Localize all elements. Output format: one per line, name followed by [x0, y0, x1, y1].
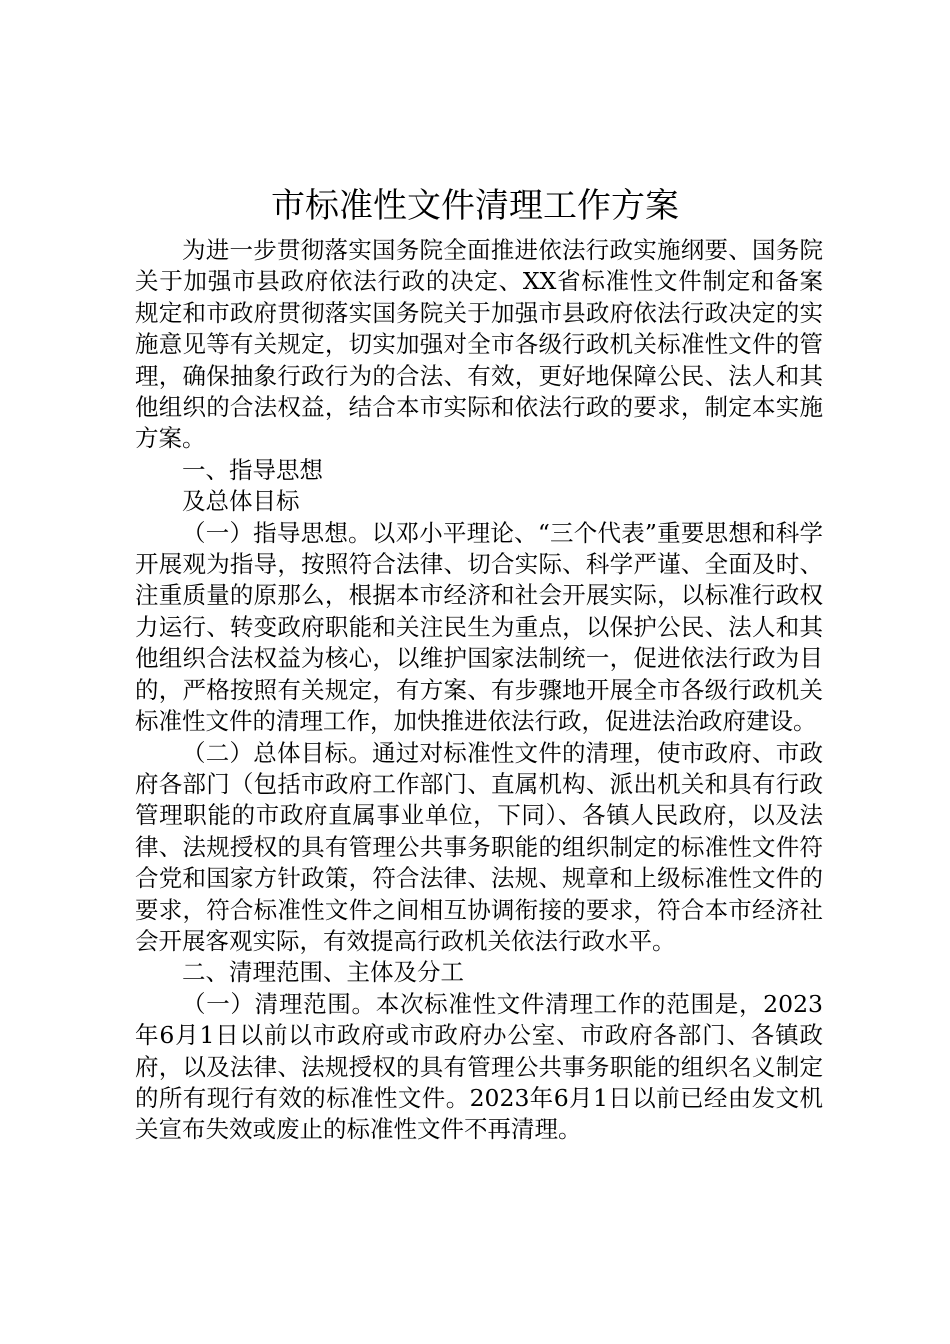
section-heading-scope: 二、清理范围、主体及分工 [182, 958, 464, 987]
paragraph-guiding-thought: （一）指导思想。以邓小平理论、“三个代表”重要思想和科学开展观为指导，按照符合法律、切合实际、科学严谨、全面及时、注重质量的原那么，根据本市经济和社会开展实际，以标准行政权力运行、转变政府职能和关注民生为重点，以保护公民、法人和其他组织合法权益为核心，以维护国家法制统一，促进依法行政为目的，严格按照有关规定，有方案、有步骤地开展全市各级行政机关标准性文件的清理工作，加快推进依法行政，促进法治政府建设。 [135, 518, 823, 736]
section-heading-overall-goal: 及总体目标 [182, 487, 300, 516]
intro-paragraph: 为进一步贯彻落实国务院全面推进依法行政实施纲要、国务院关于加强市县政府依法行政的决定、XX省标准性文件制定和备案规定和市政府贯彻落实国务院关于加强市县政府依法行政决定的实施意见等有关规定，切实加强对全市各级行政机关标准性文件的管理，确保抽象行政行为的合法、有效，更好地保障公民、法人和其他组织的合法权益，结合本市实际和依法行政的要求，制定本实施方案。 [135, 236, 823, 453]
document-body [135, 235, 823, 1146]
paragraph-overall-goal: （二）总体目标。通过对标准性文件的清理，使市政府、市政府各部门（包括市政府工作部门、直属机构、派出机关和具有行政管理职能的市政府直属事业单位，下同）、各镇人民政府，以及法律、法规授权的具有管理公共事务职能的组织制定的标准性文件符合党和国家方针政策，符合法律、法规、规章和上级标准性文件的要求，符合标准性文件之间相互协调衔接的要求，符合本市经济社会开展客观实际，有效提高行政机关依法行政水平。 [135, 738, 823, 955]
paragraph-cleanup-scope: （一）清理范围。本次标准性文件清理工作的范围是，2023年6月1日以前以市政府或市政府办公室、市政府各部门、各镇政府，以及法律、法规授权的具有管理公共事务职能的组织名义制定的所有现行有效的标准性文件。2023年6月1日以前已经由发文机关宣布失效或废止的标准性文件不再清理。 [135, 989, 823, 1144]
section-heading-guiding-thought: 一、指导思想 [182, 455, 323, 484]
document-title: 市标准性文件清理工作方案 [271, 186, 679, 226]
